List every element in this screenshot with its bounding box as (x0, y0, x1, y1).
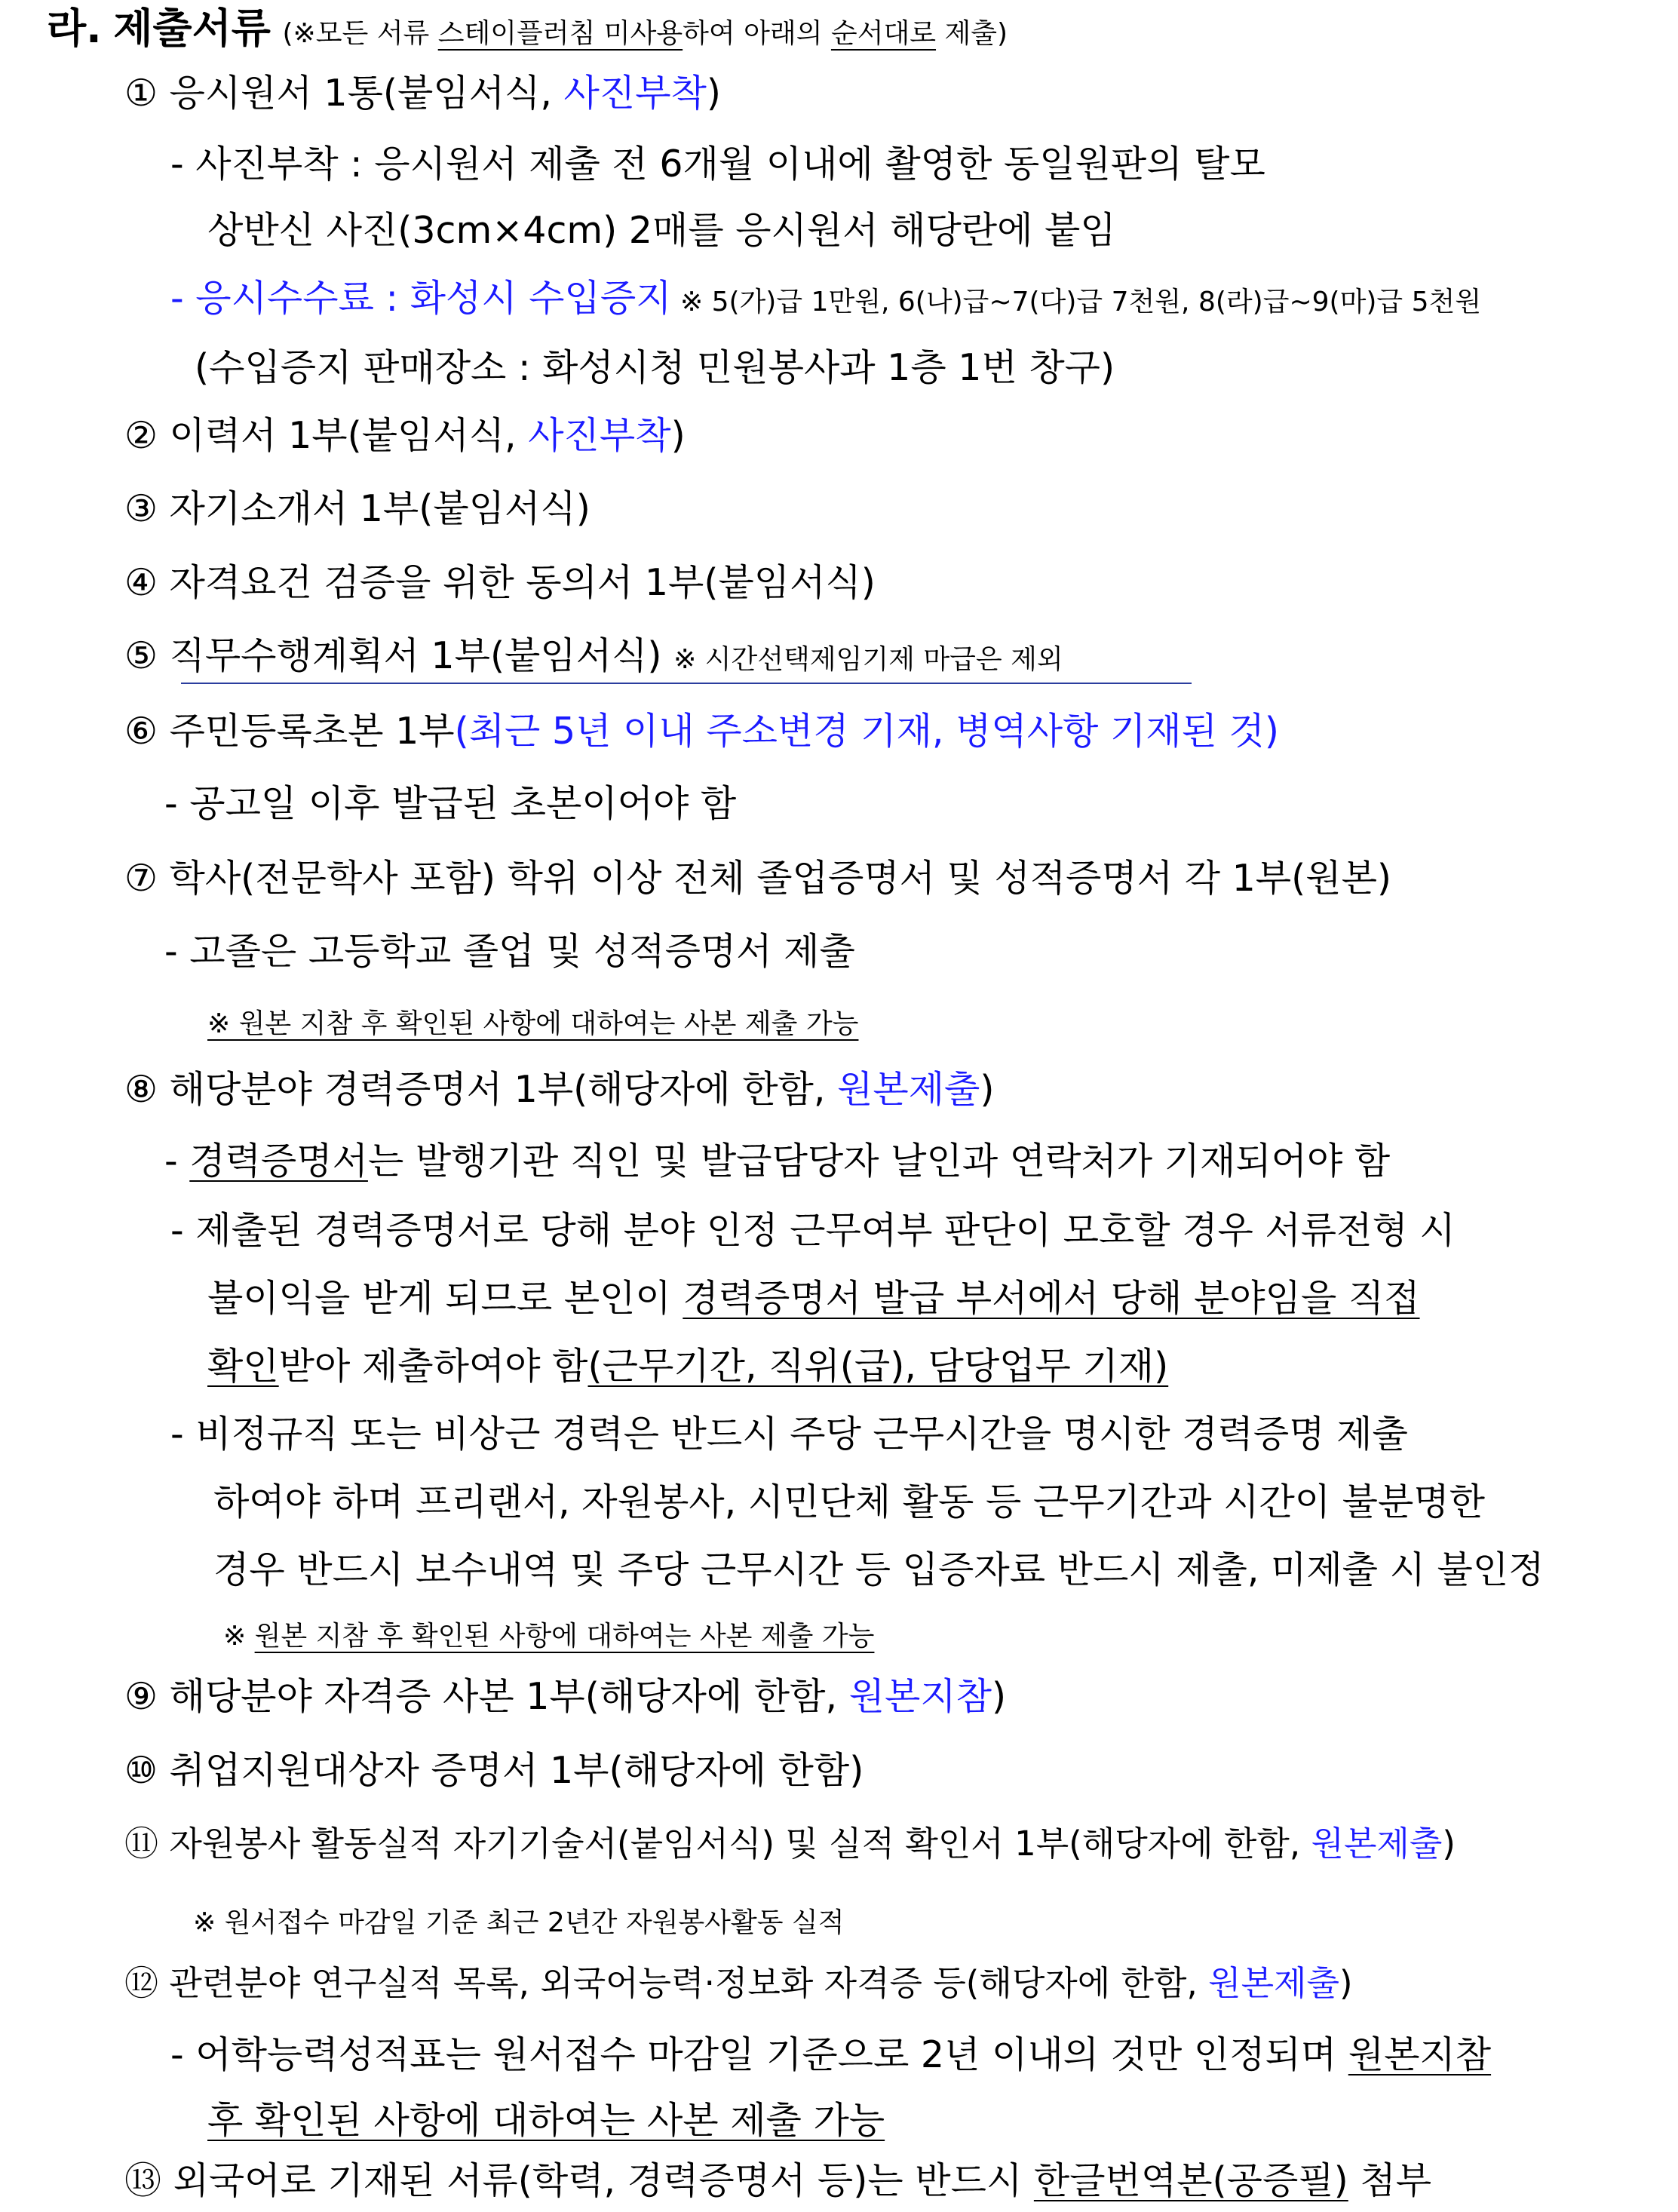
sub-text: 상반신 사진(3cm×4cm) 2매를 응시원서 해당란에 붙임 (207, 209, 1116, 252)
item-12-sub-cont (207, 2098, 885, 2143)
item-number: ⑨ (124, 1675, 158, 1718)
item-1 (124, 71, 721, 116)
sub-underlined: 확인 (207, 1345, 279, 1388)
item-number: ④ (124, 561, 158, 604)
header-note-underlined-2: 순서대로 (830, 18, 937, 49)
note-mark: ※ (223, 1621, 255, 1652)
item-number: ⑫ (124, 1963, 159, 2003)
item-highlight: 사진부착 (563, 72, 707, 115)
item-text: 외국어로 기재된 서류(학력, 경력증명서 등)는 반드시 (173, 2159, 1034, 2202)
item-highlight: (최근 5년 이내 주소변경 기재, 병역사항 기재된 것) (454, 710, 1279, 753)
item-7-sub (164, 929, 855, 974)
item-number: ⑬ (124, 2159, 162, 2202)
item-13 (124, 2158, 1431, 2204)
item-highlight: 원본지참 (848, 1675, 992, 1718)
item-text: 취업지원대상자 증명서 1부(해당자에 한함) (169, 1749, 864, 1792)
item-7-note (207, 1002, 858, 1047)
item-2 (124, 413, 686, 459)
sub-underlined: 후 확인된 사항에 대하여는 사본 제출 가능 (207, 2099, 885, 2142)
sub-text: 받아 제출하여야 함 (278, 1345, 588, 1388)
item-8-sub-3-cont (213, 1480, 1485, 1525)
item-number: ⑦ (124, 857, 158, 900)
item-close: ) (991, 1675, 1007, 1718)
item-8-sub-2-cont2 (207, 1344, 1168, 1389)
item-number: ⑪ (124, 1824, 159, 1864)
item-number: ⑥ (124, 710, 158, 753)
sub-underlined: 경력증명서 발급 부서에서 당해 분야임을 직접 (683, 1277, 1420, 1320)
item-text: 해당분야 경력증명서 1부(해당자에 한함, (169, 1068, 838, 1111)
item-number: ③ (124, 487, 158, 530)
item-8-sub-1 (164, 1139, 1390, 1184)
note-text: ※ 원서접수 마감일 기준 최근 2년간 자원봉사활동 실적 (193, 1907, 845, 1938)
item-number: ⑧ (124, 1068, 158, 1111)
item-1-sub-1-cont (207, 208, 1116, 253)
sub-underlined-2: (근무기간, 직위(급), 담당업무 기재) (587, 1345, 1169, 1388)
item-text: 학사(전문학사 포함) 학위 이상 전체 졸업증명서 및 성적증명서 각 1부(원본) (169, 857, 1392, 900)
sub-text: - 고졸은 고등학교 졸업 및 성적증명서 제출 (164, 930, 855, 973)
item-number: ⑩ (124, 1749, 158, 1792)
item-highlight: 원본제출 (1208, 1963, 1339, 2003)
item-4 (124, 560, 876, 606)
item-close: ) (1339, 1963, 1353, 2003)
item-text: 해당분야 자격증 사본 1부(해당자에 한함, (169, 1675, 849, 1718)
header-note-close: 제출) (936, 18, 1008, 49)
item-text: 직무수행계획서 1부(붙임서식) (169, 634, 662, 677)
header-note-open: (※모든 서류 (282, 18, 438, 49)
item-8-sub-2 (170, 1208, 1456, 1253)
item-text: 주민등록초본 1부 (169, 710, 455, 753)
item-underlined: 한글번역본(공증필) (1033, 2159, 1348, 2202)
sub-underlined: 경력증명서 (189, 1140, 368, 1183)
item-text: 응시원서 1통(붙임서식, (169, 72, 564, 115)
item-close: 첨부 (1348, 2159, 1432, 2202)
item-text: 자원봉사 활동실적 자기기술서(붙임서식) 및 실적 확인서 1부(해당자에 한함, (169, 1824, 1311, 1864)
sub-text: - 공고일 이후 발급된 초본이어야 함 (164, 782, 737, 825)
item-close: ) (980, 1068, 995, 1111)
item-close: ) (670, 414, 686, 457)
note-text: ※ 원본 지참 후 확인된 사항에 대하여는 사본 제출 가능 (207, 1008, 859, 1039)
section-title: 제출서류 (113, 5, 271, 52)
item-highlight: 원본제출 (1311, 1824, 1443, 1864)
sub-text: (수입증지 판매장소 : 화성시청 민원봉사과 1층 1번 창구) (195, 346, 1115, 389)
item-8-sub-2-cont (207, 1276, 1420, 1321)
item-8-note (223, 1614, 874, 1659)
item-9 (124, 1674, 1006, 1720)
item-7 (124, 856, 1391, 901)
section-header (47, 6, 1008, 57)
sub-text: 불이익을 받게 되므로 본인이 (207, 1277, 683, 1320)
sub-text: 는 발행기관 직인 및 발급담당자 날인과 연락처가 기재되어야 함 (367, 1140, 1391, 1183)
item-number: ⑤ (124, 634, 158, 677)
sub-underlined: 원본지참 (1348, 2033, 1492, 2076)
item-8 (124, 1067, 995, 1112)
sub-text: - 사진부착 : 응시원서 제출 전 6개월 이내에 촬영한 동일원판의 탈모 (170, 143, 1265, 186)
item-6 (124, 709, 1279, 754)
item-text: 자기소개서 1부(붙임서식) (169, 487, 591, 530)
item-1-sub-1 (170, 142, 1265, 187)
item-12 (124, 1961, 1353, 2006)
note-text: 원본 지참 후 확인된 사항에 대하여는 사본 제출 가능 (254, 1621, 875, 1652)
item-close: ) (1442, 1824, 1456, 1864)
item-1-sub-2 (170, 276, 1481, 325)
item-text: 자격요건 검증을 위한 동의서 1부(붙임서식) (169, 561, 876, 604)
header-note-underlined-1: 스테이플러침 미사용 (437, 18, 683, 49)
item-12-sub (170, 2033, 1491, 2078)
section-marker: 라. (47, 5, 102, 52)
item-highlight: 원본제출 (837, 1068, 980, 1111)
item-8-sub-3-cont2 (213, 1548, 1545, 1593)
item-highlight: 사진부착 (528, 414, 671, 457)
sub-text: - 어학능력성적표는 원서접수 마감일 기준으로 2년 이내의 것만 인정되며 (170, 2033, 1348, 2076)
sub-dash: - (164, 1140, 190, 1183)
sub-text: - 제출된 경력증명서로 당해 분야 인정 근무여부 판단이 모호할 경우 서류전형 시 (170, 1209, 1456, 1252)
item-5-underline (181, 683, 1192, 684)
item-number: ② (124, 414, 158, 457)
item-number: ① (124, 72, 158, 115)
item-1-sub-2-cont (195, 345, 1115, 391)
item-5 (124, 634, 1063, 683)
item-6-sub (164, 781, 736, 827)
sub-text: 하여야 하며 프리랜서, 자원봉사, 시민단체 활동 등 근무기간과 시간이 불분명한 (213, 1480, 1486, 1523)
header-note-mid: 하여 아래의 (683, 18, 831, 49)
item-note: ※ 시간선택제임기제 마급은 제외 (673, 644, 1063, 675)
item-3 (124, 486, 591, 532)
item-11-note (193, 1901, 844, 1946)
fee-note: ※ 5(가)급 1만원, 6(나)급~7(다)급 7천원, 8(라)급~9(마)급 5천원 (671, 287, 1482, 318)
item-close: ) (706, 72, 722, 115)
item-8-sub-3 (170, 1412, 1408, 1457)
item-text: 이력서 1부(붙임서식, (169, 414, 529, 457)
item-10 (124, 1748, 864, 1793)
item-11 (124, 1821, 1456, 1867)
fee-label: - 응시수수료 : 화성시 수입증지 (170, 277, 672, 320)
sub-text: - 비정규직 또는 비상근 경력은 반드시 주당 근무시간을 명시한 경력증명 제출 (170, 1413, 1408, 1456)
item-text: 관련분야 연구실적 목록, 외국어능력·정보화 자격증 등(해당자에 한함, (169, 1963, 1209, 2003)
sub-text: 경우 반드시 보수내역 및 주당 근무시간 등 입증자료 반드시 제출, 미제출 시 불인정 (213, 1548, 1545, 1591)
